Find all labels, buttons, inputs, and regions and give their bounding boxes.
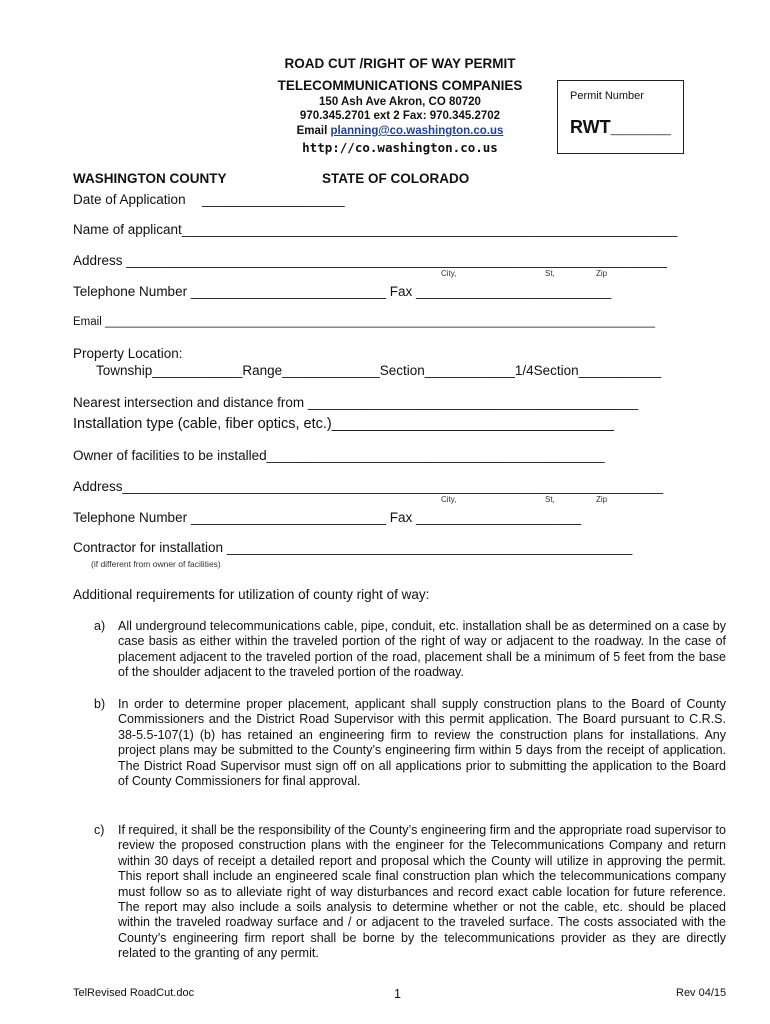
property-location-label: Property Location: bbox=[73, 346, 183, 361]
permit-number-box bbox=[557, 80, 684, 154]
requirement-b-marker: b) bbox=[94, 697, 106, 711]
name-of-applicant-field[interactable]: Name of applicant__________________________________________________________________ bbox=[73, 222, 678, 237]
city-label-2: City, bbox=[441, 495, 457, 504]
owner-telephone-fax-field[interactable]: Telephone Number __________________________ Fax ______________________ bbox=[73, 510, 582, 525]
requirement-b-text: In order to determine proper placement, applicant shall supply construction plans to the Board of County Commissioners and the District Road Supervisor with this permit application. The Board pursuant to C.R.S. 38-5.5-107(1) (b) has retained an engineering firm to review the construction plans for installations. Any project plans may be submitted to the County’s engineering firm within 5 days from the receipt of application. The District Road Supervisor must sign off on all applications prior to submitting the application to the Board of County Commissioners for final approval. bbox=[118, 697, 726, 789]
requirement-c-text: If required, it shall be the responsibility of the County’s engineering firm and the appropriate road supervisor to review the proposed construction plans with the engineer for the Telecommunications Company and return within 30 days of receipt a detailed report and proposal which the County will utilize in approving the permit. This report shall include an engineered scale final construction plan which the telecommunications company must follow so as to alleviate right of way disturbances and record exact cable location for future reference. The report may also include a soils analysis to determine whether or not the cable, etc. should be placed within the traveled roadway surface and / or adjacent to the traveled surface. The costs associated with the County’s engineering firm report shall be borne by the telecommunications provider as they are directly related to the granting of any permit. bbox=[118, 823, 726, 961]
requirement-a-text: All underground telecommunications cable, pipe, conduit, etc. installation shall be as determined on a case by case basis as either within the traveled portion of the right of way or adjacent to the roadway. In the case of placement adjacent to the traveled portion of the road, placement shall be a minimum of 5 feet from the base of the shoulder adjacent to the traveled portion of the roadway. bbox=[118, 619, 726, 680]
office-email-line bbox=[230, 125, 570, 137]
state-label: STATE OF COLORADO bbox=[322, 171, 470, 186]
owner-address-field[interactable]: Address________________________________________________________________________ bbox=[73, 479, 664, 494]
footer-filename: TelRevised RoadCut.doc bbox=[73, 987, 195, 999]
contractor-field[interactable]: Contractor for installation ______________________________________________________ bbox=[73, 540, 633, 555]
permit-number-label: Permit Number bbox=[570, 90, 644, 102]
nearest-intersection-field[interactable]: Nearest intersection and distance from ____________________________________________ bbox=[73, 395, 639, 410]
office-address: 150 Ash Ave Akron, CO 80720 bbox=[319, 96, 481, 108]
email-label: Email bbox=[296, 125, 331, 137]
requirement-c-marker: c) bbox=[94, 823, 105, 837]
title-line-2: TELECOMMUNICATIONS COMPANIES bbox=[277, 78, 523, 93]
township-range-section-field[interactable]: Township____________Range_____________Section____________1/4Section___________ bbox=[96, 363, 662, 378]
title-line-1: ROAD CUT /RIGHT OF WAY PERMIT bbox=[284, 56, 516, 71]
email-field[interactable]: Email ______________________________________________________________________________________ bbox=[73, 316, 655, 328]
city-label: City, bbox=[441, 269, 457, 278]
state-abbr-label: St, bbox=[545, 269, 555, 278]
permit-number-value[interactable]: RWT______ bbox=[570, 117, 671, 137]
date-of-application-field[interactable]: ___________________ bbox=[202, 192, 345, 207]
zip-label-2: Zip bbox=[596, 495, 608, 504]
office-phone-fax: 970.345.2701 ext 2 Fax: 970.345.2702 bbox=[299, 110, 501, 122]
contractor-note: (if different from owner of facilities) bbox=[91, 559, 221, 569]
footer-page-number: 1 bbox=[394, 987, 401, 1001]
date-of-application-label: Date of Application bbox=[73, 192, 186, 207]
telephone-fax-field[interactable]: Telephone Number __________________________ Fax __________________________ bbox=[73, 284, 612, 299]
address-field[interactable]: Address ________________________________________________________________________ bbox=[73, 253, 667, 268]
footer-revision: Rev 04/15 bbox=[676, 987, 727, 999]
state-abbr-label-2: St, bbox=[545, 495, 555, 504]
zip-label: Zip bbox=[596, 269, 608, 278]
installation-type-field[interactable]: Installation type (cable, fiber optics, etc.)___________________________________ bbox=[73, 416, 614, 432]
county-label: WASHINGTON COUNTY bbox=[73, 171, 227, 186]
requirement-a-marker: a) bbox=[94, 619, 106, 633]
owner-of-facilities-field[interactable]: Owner of facilities to be installed_____________________________________________ bbox=[73, 448, 605, 463]
website-link[interactable]: http://co.washington.co.us bbox=[302, 140, 498, 155]
requirements-heading: Additional requirements for utilization of county right of way: bbox=[73, 587, 430, 602]
email-link[interactable]: planning@co.washington.co.us bbox=[330, 125, 504, 137]
